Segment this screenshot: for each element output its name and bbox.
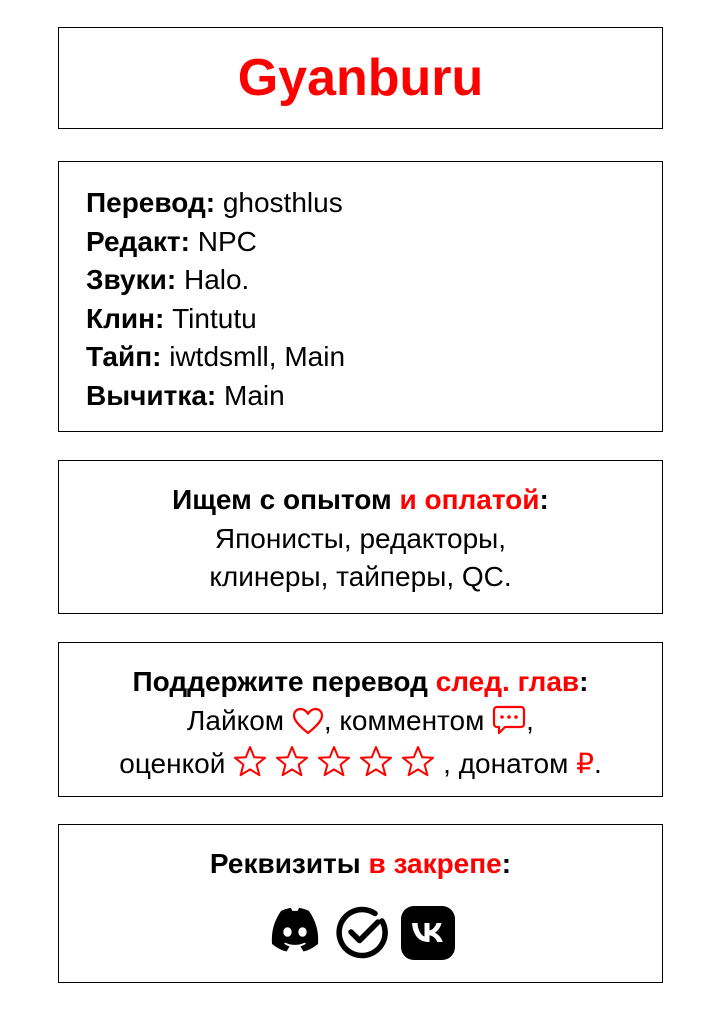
requisites-text	[59, 845, 662, 884]
credit-label: Клин:	[86, 302, 165, 334]
vk-icon[interactable]	[400, 905, 456, 961]
credit-value: NPC	[189, 225, 257, 257]
support-heading	[59, 663, 662, 702]
star-icon	[235, 747, 265, 775]
title-box	[58, 27, 663, 129]
discord-icon[interactable]	[266, 905, 324, 961]
donate-text: , донатом	[443, 748, 577, 779]
recruitment-heading-highlight: и оплатой	[399, 484, 540, 515]
credit-value: ghosthlus	[215, 187, 343, 218]
support-line-2	[59, 745, 662, 790]
comma-text: ,	[526, 704, 534, 736]
recruitment-text	[59, 481, 662, 597]
credit-proofreading	[86, 377, 345, 416]
credit-label: Редакт:	[86, 225, 190, 257]
support-box	[58, 642, 663, 797]
requisites-heading	[59, 845, 662, 884]
credit-label: Тайп:	[86, 341, 162, 372]
support-heading-highlight: след. глав	[435, 666, 580, 697]
support-heading-end: :	[579, 666, 589, 697]
credit-label: Звуки:	[86, 264, 177, 295]
ruble-icon: ₽	[576, 748, 594, 779]
rate-text: оценкой	[119, 748, 234, 779]
credit-value: Halo.	[176, 264, 250, 295]
credits-list	[86, 184, 345, 415]
like-text: Лайком	[187, 704, 292, 736]
sber-icon[interactable]	[334, 905, 390, 961]
recruitment-box	[58, 460, 663, 614]
support-heading-start: Поддержите перевод	[132, 666, 436, 697]
credits-box	[58, 161, 663, 432]
comment-text: , комментом	[323, 704, 493, 736]
support-line-1	[59, 702, 662, 746]
star-icon	[277, 747, 307, 775]
credit-editing	[86, 223, 345, 262]
star-icon	[319, 747, 349, 775]
requisites-heading-end: :	[501, 848, 512, 879]
credit-value: Main	[216, 379, 285, 411]
social-links	[59, 905, 662, 961]
credit-cleaning	[86, 300, 345, 339]
credit-label: Вычитка:	[86, 379, 217, 411]
heart-icon	[292, 707, 324, 746]
credit-translation	[86, 184, 345, 223]
recruitment-heading-end: :	[539, 484, 549, 515]
requisites-box	[58, 824, 663, 983]
team-title: Gyanburu	[237, 49, 484, 107]
requisites-heading-start: Реквизиты	[209, 848, 369, 879]
credit-label: Перевод:	[86, 187, 216, 218]
period-text: .	[593, 748, 602, 779]
comment-icon	[492, 705, 526, 746]
recruitment-line-1: Японисты, редакторы,	[214, 522, 507, 554]
star-icon	[361, 747, 391, 775]
support-text	[59, 663, 662, 790]
rating-stars	[233, 745, 443, 790]
requisites-heading-highlight: в закрепе	[368, 848, 502, 879]
credit-typesetting	[86, 338, 345, 377]
credit-value: iwtdsmll, Main	[161, 341, 346, 372]
star-icon	[403, 747, 433, 775]
credit-sounds	[86, 261, 345, 300]
credit-value: Tintutu	[164, 302, 257, 334]
recruitment-line-2: клинеры, тайперы, QC.	[209, 561, 512, 592]
recruitment-heading	[59, 481, 662, 520]
recruitment-heading-start: Ищем с опытом	[172, 484, 400, 515]
